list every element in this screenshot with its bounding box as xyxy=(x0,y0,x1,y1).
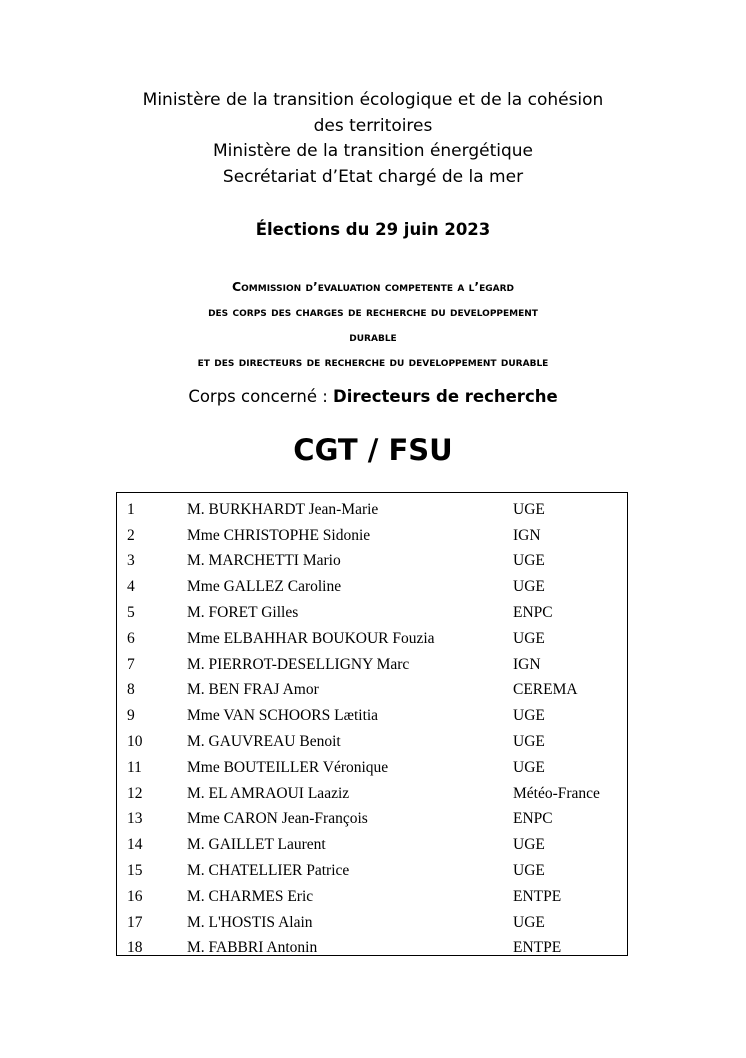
candidate-row xyxy=(117,523,627,549)
candidate-number: 12 xyxy=(127,784,143,802)
candidate-row xyxy=(117,703,627,729)
commission-title-line: durable xyxy=(349,329,397,344)
candidate-organization: Météo-France xyxy=(513,784,600,802)
candidate-name: M. CHATELLIER Patrice xyxy=(187,862,350,880)
candidate-organization: UGE xyxy=(513,552,545,570)
candidate-name: Mme CARON Jean-François xyxy=(187,810,368,828)
candidate-row xyxy=(117,910,627,936)
candidate-organization: IGN xyxy=(513,655,541,673)
ministry-header-line: Ministère de la transition énergétique xyxy=(213,141,533,161)
commission-title-line: et des directeurs de recherche du developpement durable xyxy=(197,354,549,369)
candidate-row xyxy=(117,497,627,523)
candidate-name: M. GAUVREAU Benoit xyxy=(187,733,341,751)
candidate-organization: UGE xyxy=(513,629,545,647)
candidate-name: M. CHARMES Eric xyxy=(187,887,314,905)
candidate-organization: UGE xyxy=(513,758,545,776)
candidate-row xyxy=(117,652,627,678)
candidate-row xyxy=(117,832,627,858)
candidate-row xyxy=(117,807,627,833)
candidate-name: M. BEN FRAJ Amor xyxy=(187,681,319,699)
candidate-row xyxy=(117,729,627,755)
candidate-table-body xyxy=(117,497,627,961)
candidate-name: M. GAILLET Laurent xyxy=(187,836,326,854)
candidate-number: 7 xyxy=(127,655,135,673)
candidate-organization: UGE xyxy=(513,836,545,854)
candidate-organization: ENTPE xyxy=(513,887,562,905)
candidate-number: 14 xyxy=(127,836,143,854)
candidate-row xyxy=(117,781,627,807)
ministry-header-line: Secrétariat d’Etat chargé de la mer xyxy=(222,166,524,187)
candidate-number: 15 xyxy=(127,862,143,880)
candidate-name: Mme CHRISTOPHE Sidonie xyxy=(187,526,371,544)
ministry-header-line: Ministère de la transition écologique et de la cohésion xyxy=(142,90,604,110)
ministry-header-line: des territoires xyxy=(313,115,433,136)
candidate-row xyxy=(117,600,627,626)
candidate-list-box xyxy=(116,492,628,956)
candidate-organization: UGE xyxy=(513,862,545,880)
candidate-name: M. FABBRI Antonin xyxy=(187,939,318,957)
candidate-organization: CEREMA xyxy=(513,681,578,699)
commission-title-line: des corps des charges de recherche du developpement xyxy=(208,304,538,319)
candidate-name: Mme ELBAHHAR BOUKOUR Fouzia xyxy=(187,629,435,647)
candidate-number: 18 xyxy=(127,939,143,957)
candidate-row xyxy=(117,574,627,600)
candidate-organization: IGN xyxy=(513,526,541,544)
election-date-heading: Élections du 29 juin 2023 xyxy=(255,220,491,239)
candidate-organization: UGE xyxy=(513,578,545,596)
commission-title-line: Commission d’evaluation competente a l’egard xyxy=(231,279,515,294)
candidate-number: 8 xyxy=(127,681,135,699)
corps-value: Directeurs de recherche xyxy=(333,387,558,406)
candidate-organization: UGE xyxy=(513,500,545,518)
candidate-name: M. EL AMRAOUI Laaziz xyxy=(187,784,350,802)
candidate-organization: ENTPE xyxy=(513,939,562,957)
candidate-number: 5 xyxy=(127,604,135,622)
candidate-number: 6 xyxy=(127,629,135,647)
candidate-row xyxy=(117,858,627,884)
candidate-organization: ENPC xyxy=(513,604,553,622)
candidate-name: Mme BOUTEILLER Véronique xyxy=(187,758,389,776)
candidate-organization: UGE xyxy=(513,913,545,931)
candidate-name: Mme VAN SCHOORS Lætitia xyxy=(187,707,379,725)
candidate-number: 9 xyxy=(127,707,135,725)
candidate-number: 17 xyxy=(127,913,143,931)
candidate-organization: UGE xyxy=(513,707,545,725)
candidate-number: 2 xyxy=(127,526,135,544)
ministry-header xyxy=(0,88,746,190)
union-title: CGT / FSU xyxy=(293,433,453,467)
candidate-row xyxy=(117,626,627,652)
candidate-number: 3 xyxy=(127,552,135,570)
candidate-number: 13 xyxy=(127,810,143,828)
candidate-row xyxy=(117,755,627,781)
corps-line xyxy=(0,387,746,406)
candidate-name: Mme GALLEZ Caroline xyxy=(187,578,342,596)
commission-title xyxy=(0,274,746,374)
candidate-row xyxy=(117,884,627,910)
candidate-number: 16 xyxy=(127,887,143,905)
candidate-number: 11 xyxy=(127,758,142,776)
candidate-row xyxy=(117,678,627,704)
candidate-name: M. MARCHETTI Mario xyxy=(187,552,341,570)
candidate-row xyxy=(117,549,627,575)
candidate-name: M. FORET Gilles xyxy=(187,604,299,622)
candidate-name: M. L'HOSTIS Alain xyxy=(187,913,313,931)
candidate-name: M. BURKHARDT Jean-Marie xyxy=(187,500,379,518)
candidate-row xyxy=(117,936,627,962)
candidate-table xyxy=(117,497,627,961)
candidate-name: M. PIERROT-DESELLIGNY Marc xyxy=(187,655,410,673)
candidate-number: 10 xyxy=(127,733,143,751)
candidate-number: 4 xyxy=(127,578,135,596)
candidate-organization: UGE xyxy=(513,733,545,751)
candidate-organization: ENPC xyxy=(513,810,553,828)
candidate-number: 1 xyxy=(127,500,135,518)
corps-label: Corps concerné : xyxy=(188,387,334,406)
